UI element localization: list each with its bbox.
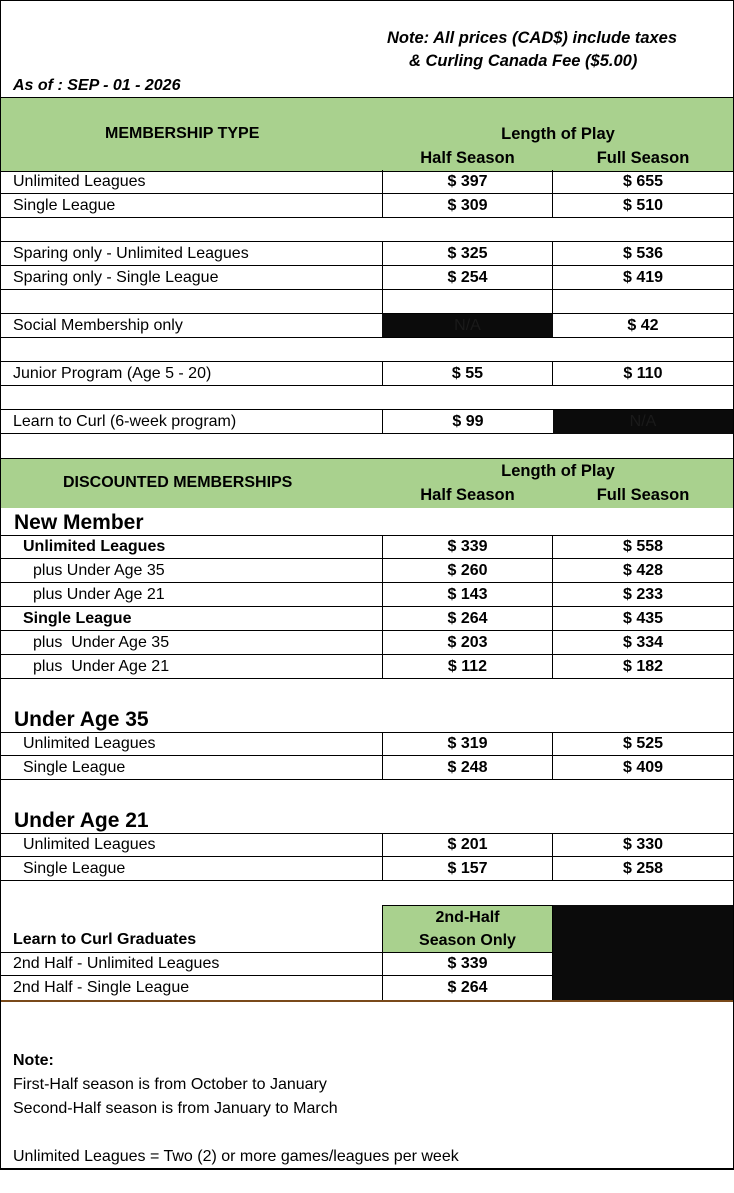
full-price: $ 233 (553, 583, 733, 607)
full-price: $ 525 (553, 732, 733, 756)
half-price: $ 157 (382, 857, 553, 881)
table-row (1, 170, 733, 194)
footer-note-title: Note: (13, 1052, 54, 1069)
under-35-heading: Under Age 35 (14, 708, 149, 731)
row-label: plus Under Age 21 (1, 583, 382, 607)
table-row (1, 583, 733, 607)
spacer-cell (553, 218, 733, 242)
half-price: $ 264 (382, 976, 553, 1000)
full-season-header: Full Season (596, 149, 690, 167)
full-price: $ 409 (553, 756, 733, 780)
table-row (1, 833, 733, 857)
full-price: $ 558 (553, 535, 733, 559)
row-label: Sparing only - Single League (1, 266, 382, 290)
table-row (1, 631, 733, 655)
full-price: $ 536 (553, 242, 733, 266)
spacer-cell (1, 290, 382, 314)
half-price: $ 309 (382, 194, 553, 218)
half-price: $ 260 (382, 559, 553, 583)
divider (1, 1000, 733, 1002)
row-label: Learn to Curl (6-week program) (1, 410, 382, 434)
row-label: Single League (1, 194, 382, 218)
under-21-heading: Under Age 21 (14, 809, 149, 832)
table-row (1, 410, 733, 434)
as-of-date: As of : SEP - 01 - 2026 (13, 77, 181, 94)
half-price: $ 254 (382, 266, 553, 290)
row-label: Unlimited Leagues (1, 833, 382, 857)
half-price: $ 201 (382, 833, 553, 857)
row-label: plus Under Age 21 (1, 655, 382, 679)
footer-note-line3: Unlimited Leagues = Two (2) or more games/leagues per week (13, 1148, 459, 1165)
half-price-blocked: N/A (382, 314, 553, 338)
table-row (1, 952, 553, 976)
row-label: Unlimited Leagues (1, 535, 382, 559)
table-row (1, 242, 733, 266)
footer-note-line1: First-Half season is from October to January (13, 1076, 327, 1093)
spacer-cell (553, 386, 733, 410)
row-label: 2nd Half - Single League (13, 979, 190, 996)
half-season-header: Half Season (420, 486, 515, 504)
half-price: $ 55 (382, 362, 553, 386)
row-label: Unlimited Leagues (1, 170, 382, 194)
table-row (1, 732, 733, 756)
row-label: Junior Program (Age 5 - 20) (1, 362, 382, 386)
spacer-cell (1, 218, 382, 242)
table-row (1, 314, 733, 338)
half-price: $ 248 (382, 756, 553, 780)
spacer-row (1, 290, 733, 314)
spacer-cell (382, 338, 553, 362)
spacer-cell (382, 290, 553, 314)
length-of-play-label: Length of Play (501, 462, 615, 480)
table-row (1, 535, 733, 559)
half-price: $ 339 (382, 952, 553, 976)
tax-note-line1: Note: All prices (CAD$) include taxes (387, 29, 678, 47)
graduates-heading: Learn to Curl Graduates (13, 931, 197, 948)
membership-header (1, 97, 733, 172)
row-label: plus Under Age 35 (1, 631, 382, 655)
second-half-header-line2: Season Only (419, 932, 516, 949)
row-label: Single League (1, 607, 382, 631)
spacer-row (1, 338, 733, 362)
spacer-cell (382, 218, 553, 242)
half-price: $ 99 (382, 410, 553, 434)
full-price: $ 330 (553, 833, 733, 857)
full-price: $ 510 (553, 194, 733, 218)
full-price: $ 182 (553, 655, 733, 679)
discounted-header (1, 458, 733, 508)
full-price: $ 655 (553, 170, 733, 194)
table-row (1, 559, 733, 583)
table-row (1, 362, 733, 386)
half-price: $ 203 (382, 631, 553, 655)
tax-note-line2: & Curling Canada Fee ($5.00) (409, 52, 638, 70)
row-label: Sparing only - Unlimited Leagues (1, 242, 382, 266)
full-price: $ 258 (553, 857, 733, 881)
full-price: $ 42 (553, 314, 733, 338)
half-price: $ 319 (382, 732, 553, 756)
spacer-row (1, 386, 733, 410)
half-price: $ 112 (382, 655, 553, 679)
full-price: $ 435 (553, 607, 733, 631)
row-label: Single League (1, 857, 382, 881)
blocked-cell (553, 905, 733, 1000)
spacer-row (1, 218, 733, 242)
spacer-cell (553, 338, 733, 362)
new-member-heading: New Member (14, 511, 144, 534)
membership-type-title: MEMBERSHIP TYPE (105, 125, 260, 142)
half-price: $ 397 (382, 170, 553, 194)
row-label: Unlimited Leagues (1, 732, 382, 756)
spacer-cell (553, 290, 733, 314)
table-row (1, 194, 733, 218)
second-half-header-line1: 2nd-Half (435, 909, 500, 926)
table-row (1, 976, 553, 1000)
length-of-play-label: Length of Play (501, 125, 615, 143)
footer-note-line2: Second-Half season is from January to March (13, 1100, 338, 1117)
full-price: $ 428 (553, 559, 733, 583)
discounted-title: DISCOUNTED MEMBERSHIPS (63, 474, 293, 491)
table-row (1, 756, 733, 780)
row-label: 2nd Half - Unlimited Leagues (1, 952, 382, 976)
spacer-cell (1, 338, 382, 362)
row-label: plus Under Age 35 (1, 559, 382, 583)
half-price: $ 325 (382, 242, 553, 266)
spacer-cell (382, 386, 553, 410)
full-price: $ 419 (553, 266, 733, 290)
row-label: Social Membership only (1, 314, 382, 338)
half-price: $ 264 (382, 607, 553, 631)
table-row (1, 655, 733, 679)
half-season-header: Half Season (420, 149, 515, 167)
full-season-header: Full Season (596, 486, 690, 504)
row-label: Single League (1, 756, 382, 780)
second-half-header (382, 905, 553, 952)
full-price-blocked: N/A (553, 410, 733, 434)
half-price: $ 339 (382, 535, 553, 559)
spacer-cell (1, 386, 382, 410)
table-row (1, 607, 733, 631)
full-price: $ 334 (553, 631, 733, 655)
half-price: $ 143 (382, 583, 553, 607)
table-row (1, 857, 733, 881)
table-row (1, 266, 733, 290)
full-price: $ 110 (553, 362, 733, 386)
